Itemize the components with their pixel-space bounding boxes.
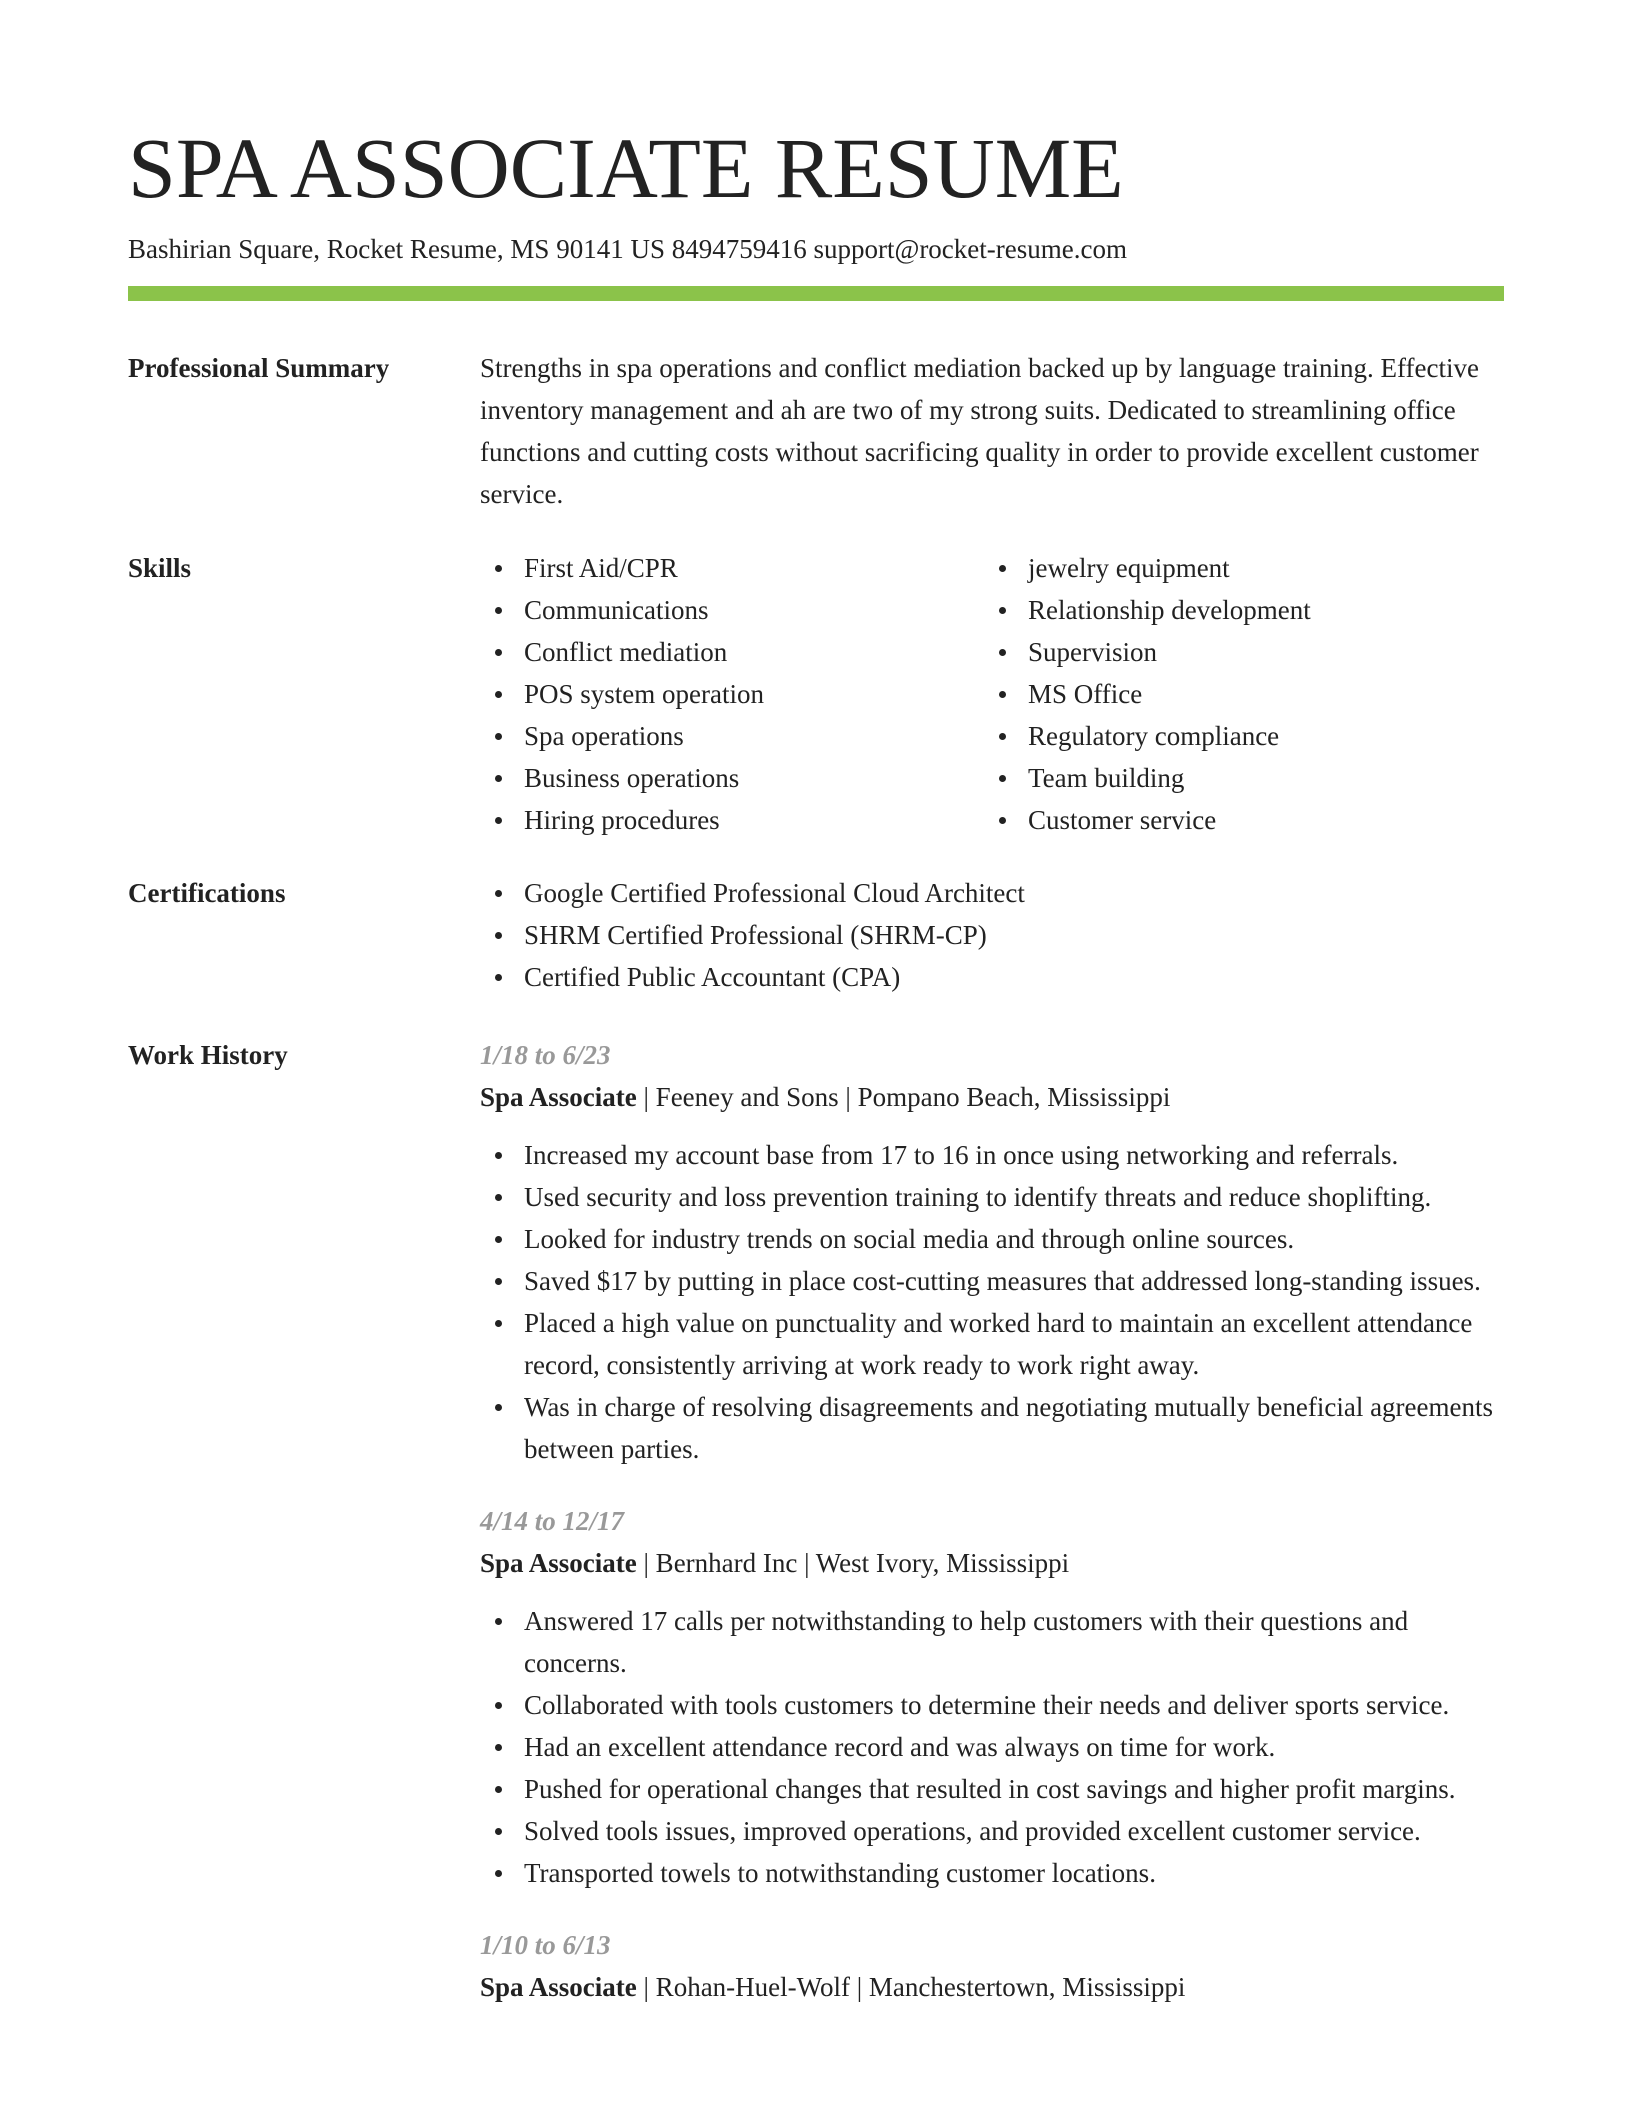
skill-item: MS Office bbox=[1028, 673, 1548, 715]
job-role: Spa Associate bbox=[480, 1548, 637, 1578]
skills-column-2 bbox=[984, 547, 1548, 841]
job-details: | Bernhard Inc | West Ivory, Mississippi bbox=[636, 1548, 1070, 1578]
job-bullets bbox=[480, 1600, 1504, 1894]
skill-item: Spa operations bbox=[524, 715, 984, 757]
job-bullet: Collaborated with tools customers to determine their needs and deliver sports service. bbox=[524, 1684, 1504, 1726]
job-bullet: Increased my account base from 17 to 16 in once using networking and referrals. bbox=[524, 1134, 1504, 1176]
certification-item: SHRM Certified Professional (SHRM-CP) bbox=[524, 914, 1504, 956]
contact-line: Bashirian Square, Rocket Resume, MS 90141 US 8494759416 support@rocket-resume.com bbox=[128, 234, 1127, 264]
skill-item: Supervision bbox=[1028, 631, 1548, 673]
skill-item: Business operations bbox=[524, 757, 984, 799]
job-title-line bbox=[480, 1542, 1504, 1584]
certification-item: Certified Public Accountant (CPA) bbox=[524, 956, 1504, 998]
job-entry bbox=[480, 1500, 1504, 1894]
job-bullet: Transported towels to notwithstanding customer locations. bbox=[524, 1852, 1504, 1894]
skill-item: Hiring procedures bbox=[524, 799, 984, 841]
job-title-line bbox=[480, 1076, 1504, 1118]
work-history-label: Work History bbox=[128, 1040, 288, 1070]
job-bullet: Placed a high value on punctuality and worked hard to maintain an excellent attendance record, consistently arriving at work ready to work right away. bbox=[524, 1302, 1504, 1386]
certifications-list bbox=[480, 872, 1504, 998]
skill-item: Regulatory compliance bbox=[1028, 715, 1548, 757]
job-bullet: Looked for industry trends on social media and through online sources. bbox=[524, 1218, 1504, 1260]
header-divider bbox=[128, 286, 1504, 301]
skill-item: Communications bbox=[524, 589, 984, 631]
job-bullet: Pushed for operational changes that resulted in cost savings and higher profit margins. bbox=[524, 1768, 1504, 1810]
skill-item: Relationship development bbox=[1028, 589, 1548, 631]
skills-content bbox=[480, 547, 1504, 841]
job-details: | Rohan-Huel-Wolf | Manchestertown, Mississippi bbox=[636, 1972, 1186, 2002]
skill-item: jewelry equipment bbox=[1028, 547, 1548, 589]
summary-text: Strengths in spa operations and conflict mediation backed up by language training. Effective inventory management and ah are two of my strong suits. Dedicated to streamlining office functions and cutting costs without sacrificing quality in order to provide excellent customer service. bbox=[480, 353, 1479, 509]
summary-content bbox=[480, 347, 1504, 515]
job-bullet: Had an excellent attendance record and was always on time for work. bbox=[524, 1726, 1504, 1768]
skill-item: First Aid/CPR bbox=[524, 547, 984, 589]
job-entry bbox=[480, 1924, 1504, 2008]
summary-label: Professional Summary bbox=[128, 353, 390, 383]
work-history-content bbox=[480, 1034, 1504, 2024]
skill-item: Team building bbox=[1028, 757, 1548, 799]
skill-item: POS system operation bbox=[524, 673, 984, 715]
job-bullet: Answered 17 calls per notwithstanding to help customers with their questions and concerns. bbox=[524, 1600, 1504, 1684]
job-details: | Feeney and Sons | Pompano Beach, Mississippi bbox=[636, 1082, 1171, 1112]
skills-column-1 bbox=[480, 547, 984, 841]
job-bullet: Saved $17 by putting in place cost-cutting measures that addressed long-standing issues. bbox=[524, 1260, 1504, 1302]
job-bullets bbox=[480, 1134, 1504, 1470]
skill-item: Conflict mediation bbox=[524, 631, 984, 673]
job-role: Spa Associate bbox=[480, 1972, 637, 2002]
skills-label: Skills bbox=[128, 553, 192, 583]
skill-item: Customer service bbox=[1028, 799, 1548, 841]
certification-item: Google Certified Professional Cloud Architect bbox=[524, 872, 1504, 914]
job-bullet: Was in charge of resolving disagreements and negotiating mutually beneficial agreements between parties. bbox=[524, 1386, 1504, 1470]
job-role: Spa Associate bbox=[480, 1082, 637, 1112]
job-bullet: Used security and loss prevention training to identify threats and reduce shoplifting. bbox=[524, 1176, 1504, 1218]
certifications-label: Certifications bbox=[128, 878, 286, 908]
certifications-content bbox=[480, 872, 1504, 998]
job-entry bbox=[480, 1034, 1504, 1470]
job-title-line bbox=[480, 1966, 1504, 2008]
resume-title: SPA ASSOCIATE RESUME bbox=[128, 120, 1124, 216]
job-dates: 1/10 to 6/13 bbox=[480, 1930, 611, 1960]
job-bullet: Solved tools issues, improved operations, and provided excellent customer service. bbox=[524, 1810, 1504, 1852]
job-dates: 1/18 to 6/23 bbox=[480, 1040, 611, 1070]
job-dates: 4/14 to 12/17 bbox=[480, 1506, 625, 1536]
